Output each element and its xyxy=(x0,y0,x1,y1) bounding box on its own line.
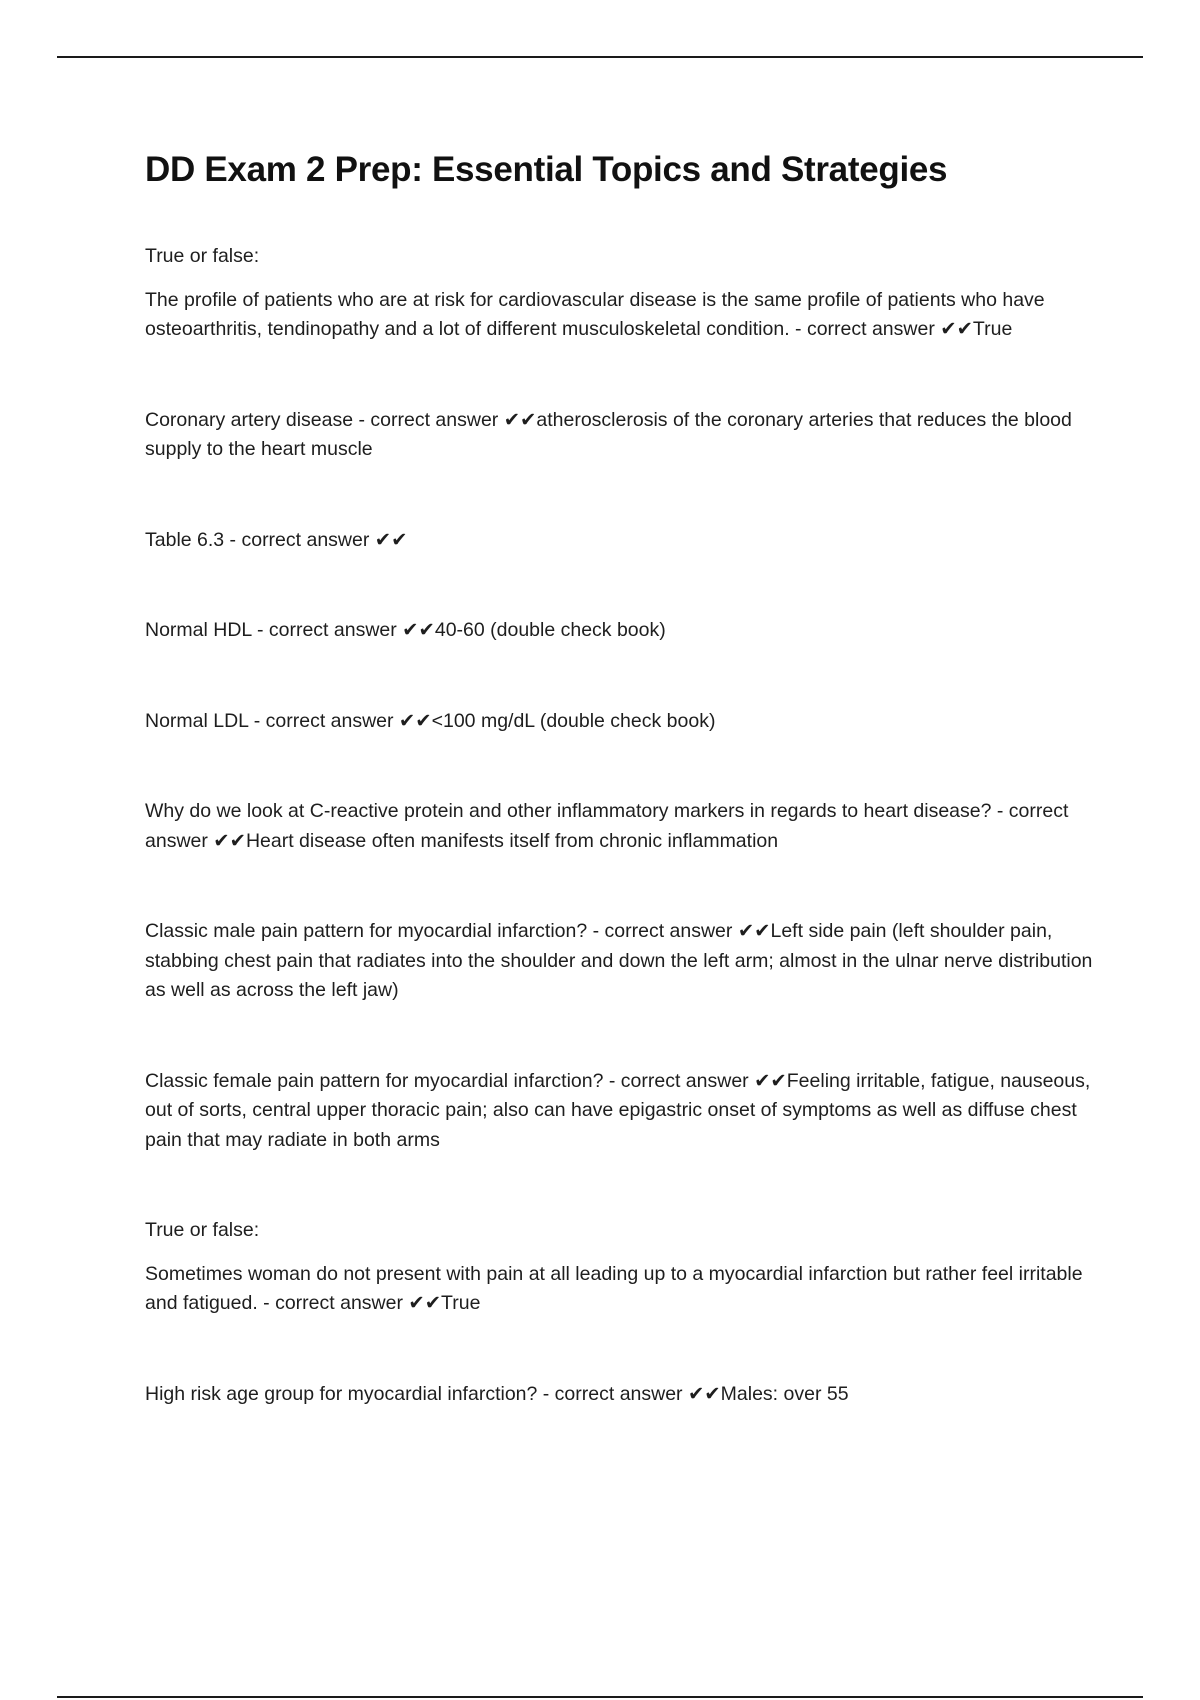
qa-text: Normal LDL - correct answer ✔✔<100 mg/dL (double check book) xyxy=(145,709,716,732)
qa-item xyxy=(145,242,1095,345)
qa-item xyxy=(145,1380,1095,1410)
qa-item xyxy=(145,797,1095,856)
qa-text: The profile of patients who are at risk for cardiovascular disease is the same profile of patients who have osteoarthritis, tendinopathy and a lot of different musculoskeletal condition. - correct answer ✔✔True xyxy=(145,288,1045,340)
qa-text: High risk age group for myocardial infarction? - correct answer ✔✔Males: over 55 xyxy=(145,1382,849,1405)
qa-text: Why do we look at C-reactive protein and other inflammatory markers in regards to heart disease? - correct answer ✔✔Heart disease often manifests itself from chronic inflammation xyxy=(145,800,1069,852)
qa-text: Sometimes woman do not present with pain at all leading up to a myocardial infarction but rather feel irritable and fatigued. - correct answer ✔✔True xyxy=(145,1262,1083,1314)
qa-text: Coronary artery disease - correct answer ✔✔atherosclerosis of the coronary arteries that reduces the blood supply to the heart muscle xyxy=(145,408,1072,460)
qa-item xyxy=(145,917,1095,1006)
qa-text: Table 6.3 - correct answer ✔✔ xyxy=(145,528,408,551)
bottom-rule xyxy=(57,1696,1143,1698)
qa-item xyxy=(145,707,1095,737)
qa-item xyxy=(145,1216,1095,1319)
qa-item xyxy=(145,406,1095,465)
qa-prompt: True or false: xyxy=(145,245,260,267)
qa-item xyxy=(145,616,1095,646)
qa-text: Normal HDL - correct answer ✔✔40-60 (double check book) xyxy=(145,619,666,641)
page-title: DD Exam 2 Prep: Essential Topics and Strategies xyxy=(145,150,948,189)
document-body xyxy=(145,148,1095,1409)
qa-text: Classic male pain pattern for myocardial infarction? - correct answer ✔✔Left side pain (left shoulder pain, stabbing chest pain that radiates into the shoulder and down the left arm; almost in the ulnar nerve distribution as well as across the left jaw) xyxy=(145,920,1093,1001)
top-rule xyxy=(57,56,1143,58)
qa-prompt: True or false: xyxy=(145,1219,260,1241)
qa-item xyxy=(145,526,1095,556)
qa-list xyxy=(145,242,1095,1409)
qa-item xyxy=(145,1067,1095,1156)
qa-text: Classic female pain pattern for myocardial infarction? - correct answer ✔✔Feeling irritable, fatigue, nauseous, out of sorts, central upper thoracic pain; also can have epigastric onset of symptoms as well as diffuse chest pain that may radiate in both arms xyxy=(145,1069,1091,1151)
